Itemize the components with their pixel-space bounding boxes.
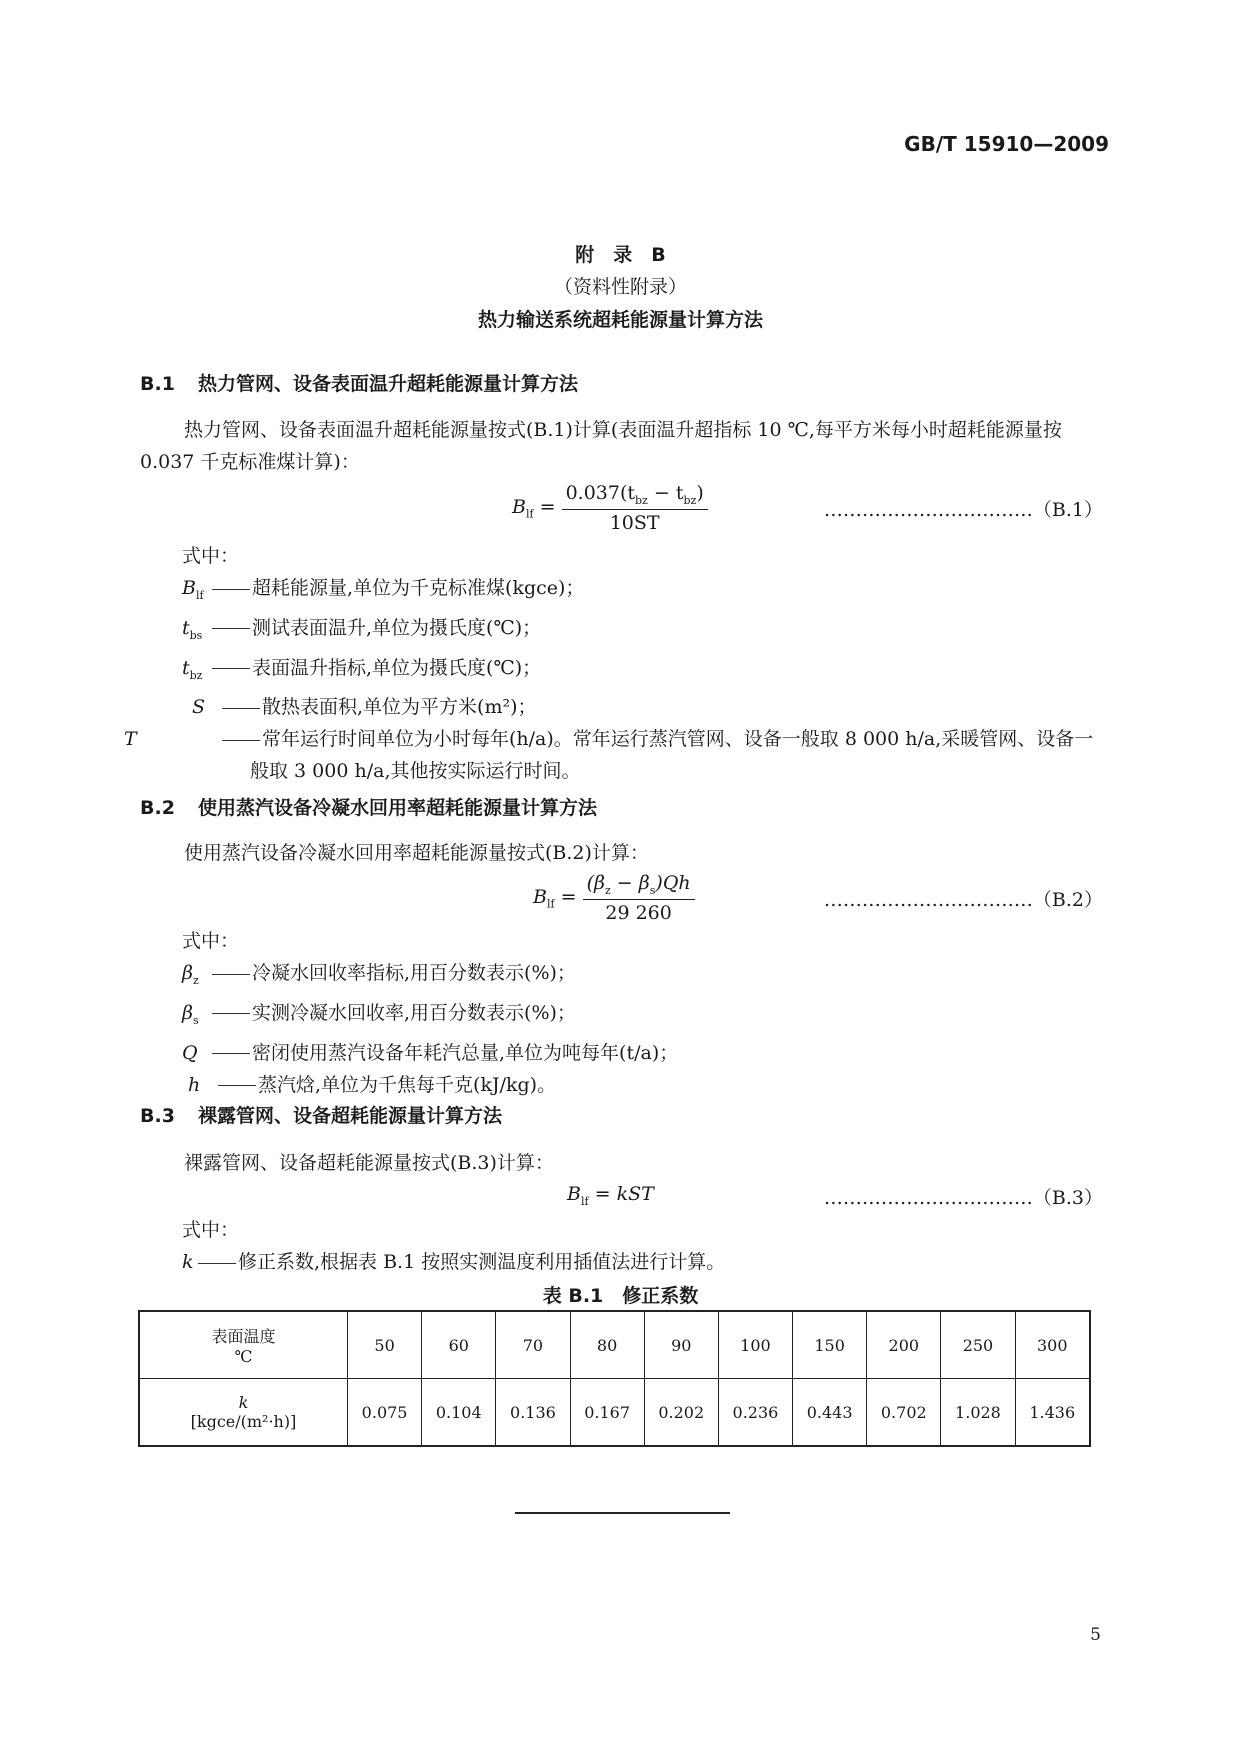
equation-number-b1: ……………………………（B.1） xyxy=(823,499,1103,521)
definition-item: S 散热表面积,单位为平方米(m²)； xyxy=(192,696,537,719)
section-b2-text: 使用蒸汽设备冷凝水回用率超耗能源量按式(B.2)计算： xyxy=(184,842,649,864)
row-header-k: k [kgce/(m²·h)] xyxy=(139,1379,348,1447)
table-cell: 90 xyxy=(644,1311,718,1379)
appendix-type: （资料性附录） xyxy=(553,276,687,298)
section-title: 裸露管网、设备超耗能源量计算方法 xyxy=(198,1105,503,1127)
definition-item: T 常年运行时间单位为小时每年(h/a)。常年运行蒸汽管网、设备一般取 8 000 h/a,采暖管网、设备一般取 3 000 h/a,其他按实际运行时间。 xyxy=(124,728,1094,783)
table-row xyxy=(139,1379,1090,1447)
table-cell: 0.443 xyxy=(793,1379,867,1447)
table-cell: 50 xyxy=(348,1311,422,1379)
appendix-title: 附 录 B xyxy=(575,244,666,266)
formula-b1: $B_{lf}$ = $\frac{0.037(t_{bz} - t_{bz})}{10ST}$ xyxy=(512,482,708,534)
table-cell: 0.075 xyxy=(348,1379,422,1447)
definition-item: $t_{bs}$ 测试表面温升,单位为摄氏度(℃)； xyxy=(182,616,542,642)
definition-item: $\beta_s$ 实测冷凝水回收率,用百分数表示(%)； xyxy=(182,1001,576,1027)
appendix-name: 热力输送系统超耗能源量计算方法 xyxy=(477,309,763,331)
equation-number-b3: ……………………………（B.3） xyxy=(823,1187,1103,1209)
definition-item: h 蒸汽焓,单位为千焦每千克(kJ/kg)。 xyxy=(188,1073,557,1096)
section-title: 使用蒸汽设备冷凝水回用率超耗能源量计算方法 xyxy=(198,797,598,819)
table-cell: 300 xyxy=(1015,1311,1090,1379)
section-b3-heading xyxy=(140,1101,502,1128)
table-cell: 1.436 xyxy=(1015,1379,1090,1447)
table-cell: 60 xyxy=(422,1311,496,1379)
table-caption: 表 B.1 修正系数 xyxy=(542,1285,699,1307)
section-b3-text: 裸露管网、设备超耗能源量按式(B.3)计算： xyxy=(184,1152,554,1174)
table-cell: 150 xyxy=(793,1311,867,1379)
definition-item: $\beta_z$ 冷凝水回收率指标,用百分数表示(%)； xyxy=(182,962,576,987)
definition-item: Q 密闭使用蒸汽设备年耗汽总量,单位为吨每年(t/a)； xyxy=(182,1041,679,1064)
definition-item: $B_{lf}$ 超耗能源量,单位为千克标准煤(kgce)； xyxy=(182,577,585,602)
section-number: B.3 xyxy=(140,1105,175,1127)
table-cell: 0.236 xyxy=(718,1379,792,1447)
where-label: 式中： xyxy=(182,1219,240,1241)
formula-b2: $B_{lf}$ = $\frac{(\beta_z - \beta_s)Qh}{29 260}$ xyxy=(533,872,695,924)
table-cell: 100 xyxy=(718,1311,792,1379)
equation-number-b2: ……………………………（B.2） xyxy=(823,889,1103,911)
coefficient-table xyxy=(138,1310,1091,1447)
table-cell: 200 xyxy=(867,1311,941,1379)
section-number: B.2 xyxy=(140,797,175,819)
table-cell: 0.167 xyxy=(570,1379,644,1447)
table-cell: 1.028 xyxy=(941,1379,1015,1447)
section-b1-heading xyxy=(140,369,578,396)
section-number: B.1 xyxy=(140,373,175,395)
page-number: 5 xyxy=(1090,1625,1101,1645)
table-row xyxy=(139,1311,1090,1379)
definition-list-b3 xyxy=(182,1246,1100,1278)
definition-list-b2 xyxy=(182,957,1100,1101)
section-title: 热力管网、设备表面温升超耗能源量计算方法 xyxy=(198,373,579,395)
definition-list-b1 xyxy=(124,572,1100,787)
definition-item: k 修正系数,根据表 B.1 按照实测温度利用插值法进行计算。 xyxy=(182,1251,726,1273)
where-label: 式中： xyxy=(182,930,240,952)
table-cell: 0.104 xyxy=(422,1379,496,1447)
section-b2-heading xyxy=(140,793,597,820)
formula-b3: $B_{lf}$ = kST xyxy=(567,1183,654,1208)
end-rule xyxy=(515,1512,730,1514)
section-b1-text: 热力管网、设备表面温升超耗能源量按式(B.1)计算(表面温升超指标 10 ℃,每平方米每小时超耗能源量按 0.037 千克标准煤计算)： xyxy=(140,419,1062,473)
definition-item: $t_{bz}$ 表面温升指标,单位为摄氏度(℃)； xyxy=(182,656,542,682)
standard-number: GB/T 15910—2009 xyxy=(904,132,1109,156)
table-cell: 70 xyxy=(496,1311,570,1379)
where-label: 式中： xyxy=(182,545,240,567)
table-cell: 0.136 xyxy=(496,1379,570,1447)
table-cell: 80 xyxy=(570,1311,644,1379)
row-header-temperature: 表面温度 ℃ xyxy=(139,1311,348,1379)
table-cell: 250 xyxy=(941,1311,1015,1379)
table-cell: 0.202 xyxy=(644,1379,718,1447)
table-cell: 0.702 xyxy=(867,1379,941,1447)
